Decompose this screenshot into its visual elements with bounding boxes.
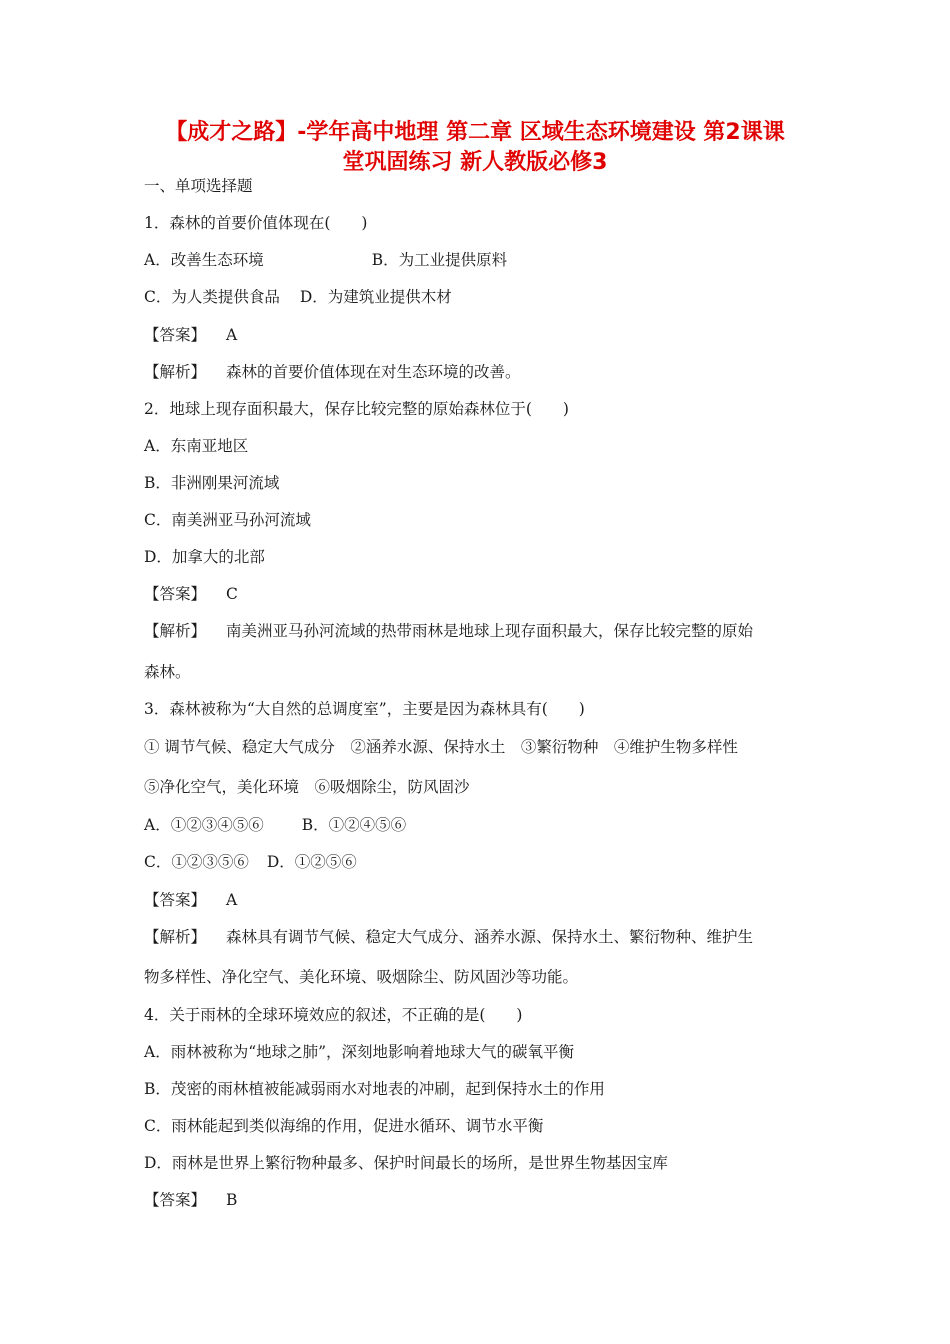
q3-stem: 3．森林被称为“大自然的总调度室”，主要是因为森林具有( ): [144, 700, 585, 718]
analysis-text: 南美洲亚马孙河流域的热带雨林是地球上现存面积最大，保存比较完整的原始: [226, 622, 754, 640]
q2-option-c: C．南美洲亚马孙河流域: [144, 511, 311, 529]
q1-stem: 1．森林的首要价值体现在( ): [144, 214, 368, 232]
q3-options-cd: [144, 852, 357, 872]
q2-analysis: [144, 621, 753, 641]
q3-option-a: A．①②③④⑤⑥: [144, 816, 264, 834]
q1-option-c: C．为人类提供食品: [144, 288, 280, 306]
q4-stem: 4．关于雨林的全球环境效应的叙述，不正确的是( ): [144, 1006, 523, 1024]
answer-value: C: [226, 585, 238, 603]
q2-analysis-cont: 森林。: [144, 663, 191, 681]
q4-option-a: A．雨林被称为“地球之肺”，深刻地影响着地球大气的碳氧平衡: [144, 1043, 575, 1061]
analysis-label: 【解析】: [144, 622, 207, 640]
q3-answer: [144, 890, 237, 910]
q1-options-cd: [144, 287, 452, 307]
answer-value: B: [226, 1191, 238, 1209]
answer-label: 【答案】: [144, 891, 207, 909]
answer-value: A: [226, 891, 238, 909]
q2-stem: 2．地球上现存面积最大，保存比较完整的原始森林位于( ): [144, 400, 569, 418]
section-heading: 一、单项选择题: [144, 177, 253, 195]
q4-option-d: D．雨林是世界上繁衍物种最多、保护时间最长的场所，是世界生物基因宝库: [144, 1154, 668, 1172]
document-title: [120, 118, 830, 178]
answer-label: 【答案】: [144, 326, 207, 344]
q2-option-d: D．加拿大的北部: [144, 548, 265, 566]
q3-options-ab: [144, 815, 406, 835]
q3-option-b: B．①②④⑤⑥: [301, 816, 407, 834]
q3-option-d: D．①②⑤⑥: [266, 853, 357, 871]
q1-option-b: B．为工业提供原料: [371, 251, 508, 269]
title-line-2: 堂巩固练习 新人教版必修3: [342, 150, 608, 175]
q2-option-b: B．非洲刚果河流域: [144, 474, 280, 492]
q3-items-2: ⑤净化空气，美化环境 ⑥吸烟除尘，防风固沙: [144, 778, 470, 796]
q4-option-c: C．雨林能起到类似海绵的作用，促进水循环、调节水平衡: [144, 1117, 544, 1135]
q2-option-a: A．东南亚地区: [144, 437, 249, 455]
q2-answer: [144, 584, 238, 604]
answer-value: A: [226, 326, 238, 344]
answer-label: 【答案】: [144, 1191, 207, 1209]
q1-analysis: [144, 362, 521, 382]
q3-option-c: C．①②③⑤⑥: [144, 853, 249, 871]
analysis-label: 【解析】: [144, 928, 207, 946]
answer-label: 【答案】: [144, 585, 207, 603]
q1-options-ab: [144, 250, 507, 270]
q3-items-1: ① 调节气候、稳定大气成分 ②涵养水源、保持水土 ③繁衍物种 ④维护生物多样性: [144, 738, 738, 756]
q3-analysis-cont: 物多样性、净化空气、美化环境、吸烟除尘、防风固沙等功能。: [144, 968, 579, 986]
q1-option-d: D．为建筑业提供木材: [299, 288, 452, 306]
analysis-label: 【解析】: [144, 363, 207, 381]
analysis-text: 森林具有调节气候、稳定大气成分、涵养水源、保持水土、繁衍物种、维护生: [226, 928, 754, 946]
q3-analysis: [144, 927, 753, 947]
analysis-text: 森林的首要价值体现在对生态环境的改善。: [226, 363, 521, 381]
q1-option-a: A．改善生态环境: [144, 251, 264, 269]
title-line-1: 【成才之路】-学年高中地理 第二章 区域生态环境建设 第2课课: [165, 120, 785, 145]
q4-answer: [144, 1190, 237, 1210]
q4-option-b: B．茂密的雨林植被能减弱雨水对地表的冲刷，起到保持水土的作用: [144, 1080, 605, 1098]
q1-answer: [144, 325, 237, 345]
